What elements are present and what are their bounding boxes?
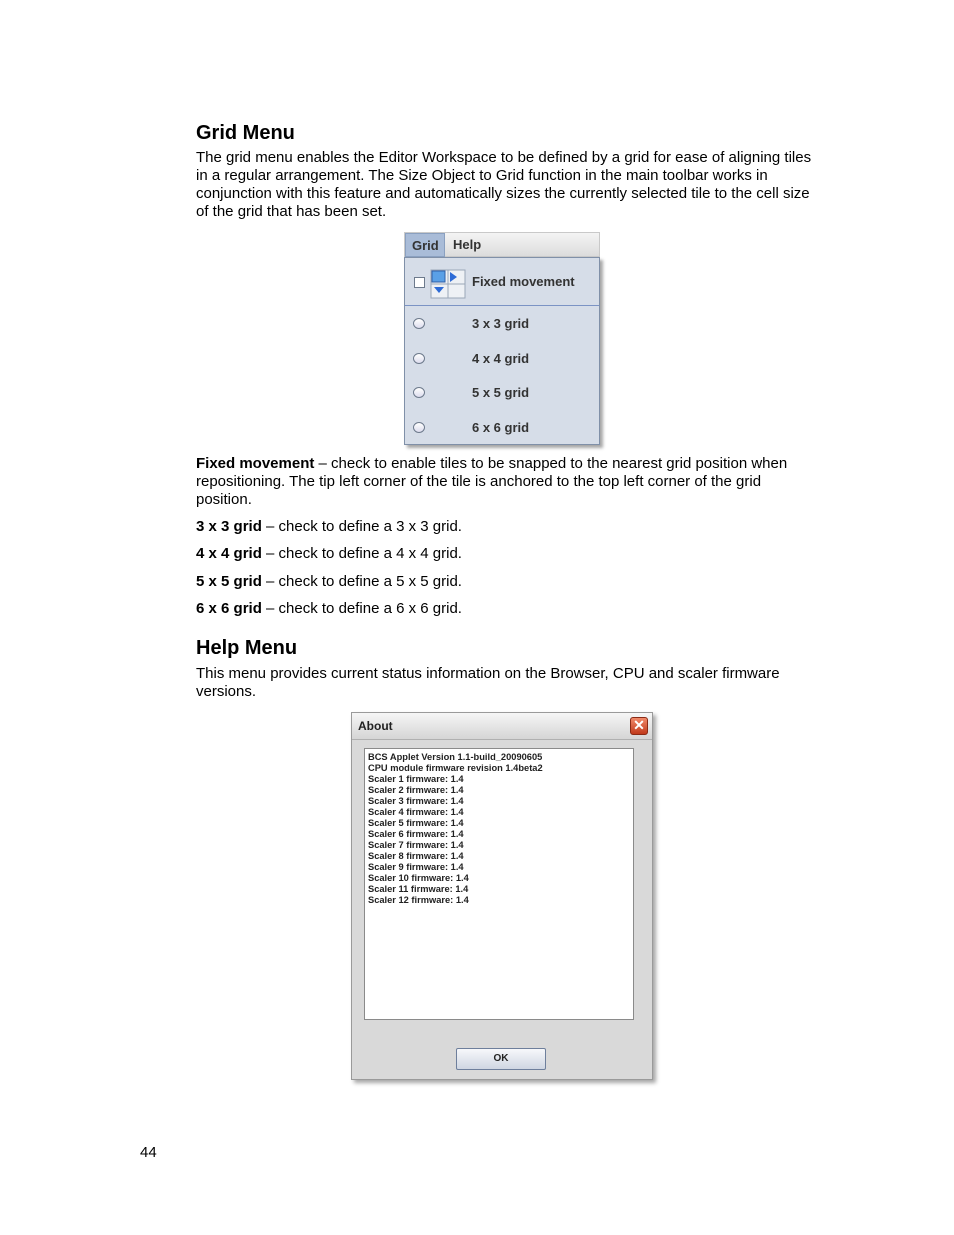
help-menu-heading: Help Menu <box>196 637 298 659</box>
label-5x5: 5 x 5 grid <box>472 385 530 400</box>
about-line: BCS Applet Version 1.1-build_20090605 <box>368 752 543 762</box>
term: 6 x 6 grid <box>196 600 262 617</box>
about-line: Scaler 1 firmware: 1.4 <box>368 774 464 784</box>
description-4x4 <box>196 545 821 563</box>
definition: – check to define a 6 x 6 grid. <box>261 600 462 617</box>
term: 4 x 4 grid <box>196 545 262 562</box>
about-line: Scaler 2 firmware: 1.4 <box>368 785 464 795</box>
label-3x3: 3 x 3 grid <box>472 316 530 331</box>
fixed-movement-icon <box>430 269 466 299</box>
menu-separator <box>405 305 599 306</box>
label-4x4: 4 x 4 grid <box>472 351 530 366</box>
radio-3x3[interactable] <box>413 318 425 329</box>
definition: – check to define a 3 x 3 grid. <box>261 518 462 535</box>
term: 3 x 3 grid <box>196 518 262 535</box>
fixed-movement-label: Fixed movement <box>472 274 575 289</box>
menu-grid[interactable]: Grid <box>405 233 445 257</box>
definition: – check to define a 4 x 4 grid. <box>261 545 462 562</box>
menu-item-3x3-grid[interactable] <box>405 308 599 338</box>
radio-4x4[interactable] <box>413 353 425 364</box>
label-6x6: 6 x 6 grid <box>472 420 530 435</box>
about-line: Scaler 12 firmware: 1.4 <box>368 895 469 905</box>
menu-item-6x6-grid[interactable] <box>405 412 599 442</box>
grid-menu-heading: Grid Menu <box>196 122 295 144</box>
close-icon[interactable]: ✕ <box>630 717 648 735</box>
radio-6x6[interactable] <box>413 422 425 433</box>
about-line: Scaler 3 firmware: 1.4 <box>368 796 464 806</box>
about-line: CPU module firmware revision 1.4beta2 <box>368 763 543 773</box>
grid-menu-screenshot <box>404 232 604 450</box>
page-number: 44 <box>140 1144 157 1161</box>
term: 5 x 5 grid <box>196 573 262 590</box>
menu-item-4x4-grid[interactable] <box>405 343 599 373</box>
menu-item-fixed-movement[interactable] <box>405 263 599 303</box>
about-line: Scaler 7 firmware: 1.4 <box>368 840 464 850</box>
about-line: Scaler 9 firmware: 1.4 <box>368 862 464 872</box>
menubar <box>404 232 600 257</box>
ok-button[interactable]: OK <box>456 1048 546 1070</box>
grid-dropdown <box>404 257 600 445</box>
grid-menu-intro: The grid menu enables the Editor Workspace to be defined by a grid for ease of aligning tiles in a regular arrangement. The Size Object to Grid function in the main toolbar works in conjunction with this feature and automatically sizes the currently selected tile to the cell size of the grid that has been set. <box>196 149 812 220</box>
about-line: Scaler 5 firmware: 1.4 <box>368 818 464 828</box>
about-title-bar <box>352 713 652 740</box>
fixed-movement-checkbox[interactable] <box>414 277 425 288</box>
description-5x5 <box>196 573 821 591</box>
menu-help[interactable]: Help <box>453 237 482 252</box>
description-3x3 <box>196 518 821 536</box>
definition: – check to define a 5 x 5 grid. <box>261 573 462 590</box>
about-line: Scaler 11 firmware: 1.4 <box>368 884 469 894</box>
radio-5x5[interactable] <box>413 387 425 398</box>
description-6x6 <box>196 600 821 618</box>
term: Fixed movement <box>196 455 315 472</box>
about-line: Scaler 10 firmware: 1.4 <box>368 873 469 883</box>
about-line: Scaler 6 firmware: 1.4 <box>368 829 464 839</box>
about-title: About <box>358 719 393 733</box>
description-fixed-movement <box>196 455 821 509</box>
help-menu-intro: This menu provides current status information on the Browser, CPU and scaler firmware versions. <box>196 665 780 700</box>
about-dialog <box>351 712 653 1080</box>
about-text-area <box>364 748 634 1020</box>
menu-item-5x5-grid[interactable] <box>405 377 599 407</box>
definition: – check to enable tiles to be snapped to the nearest grid position when repositioning. The tip left corner of the tile is anchored to the top left corner of the grid position. <box>196 455 788 508</box>
about-line: Scaler 8 firmware: 1.4 <box>368 851 464 861</box>
about-line: Scaler 4 firmware: 1.4 <box>368 807 464 817</box>
